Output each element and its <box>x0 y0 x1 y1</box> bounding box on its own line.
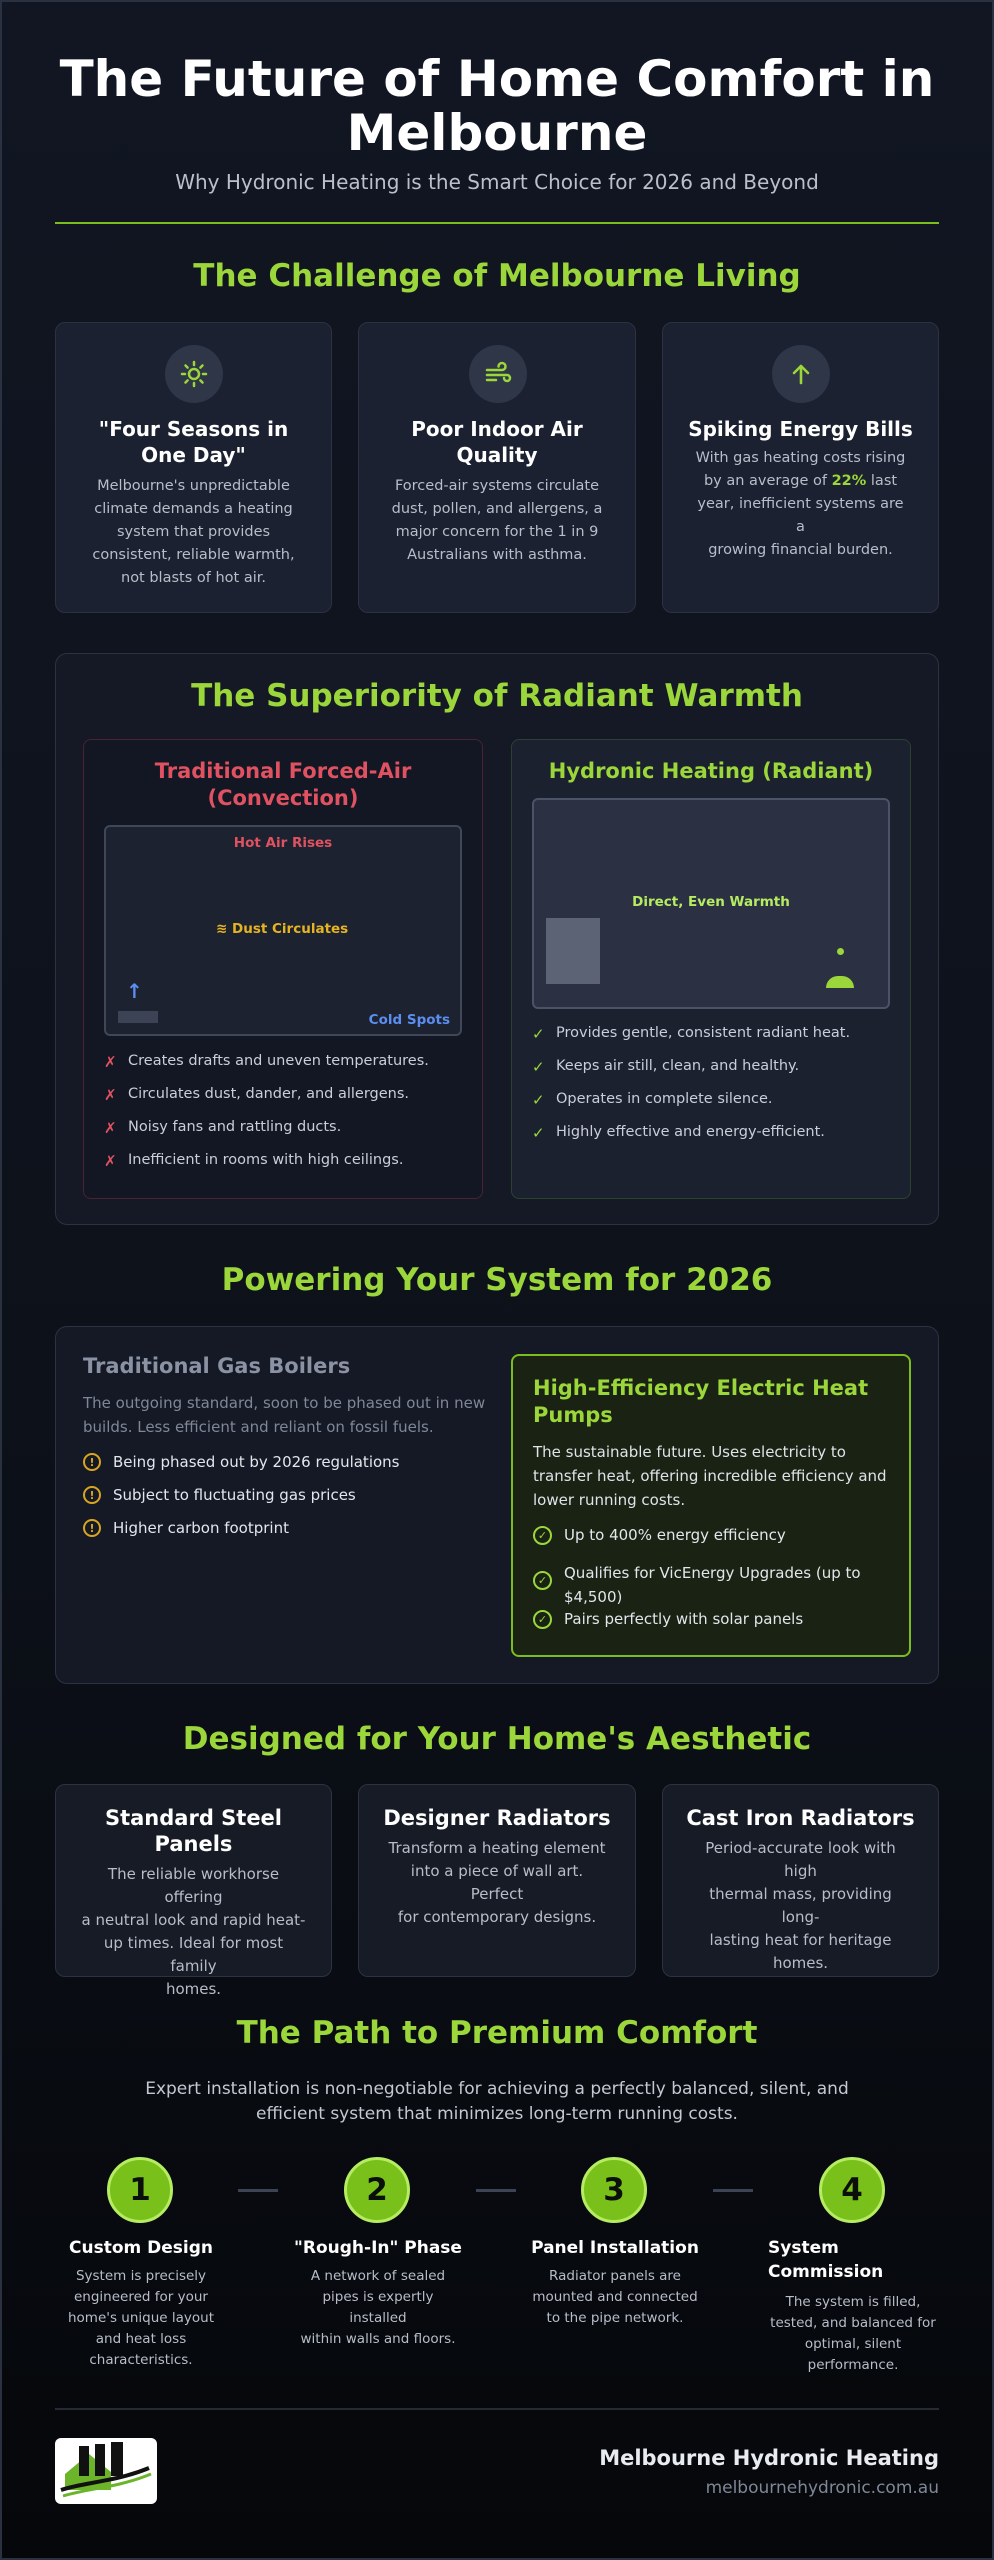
page-title-line-2: Melbourne <box>346 104 648 162</box>
intro-line: efficient system that minimizes long-term running costs. <box>256 2104 738 2124</box>
list-item <box>532 1124 900 1157</box>
list-item <box>533 1526 898 1561</box>
list-item-text: Higher carbon footprint <box>113 1519 289 1537</box>
card-text <box>81 1863 306 2001</box>
step-title-line: System <box>768 2238 839 2258</box>
check-icon: ✓ <box>532 1124 545 1142</box>
aesthetic-section-title: Designed for Your Home's Aesthetic <box>182 1721 812 1757</box>
list-item <box>104 1152 472 1185</box>
list-item-text: Subject to fluctuating gas prices <box>113 1486 356 1504</box>
gas-boilers-list <box>83 1453 399 1552</box>
step-1-number: 1 <box>107 2157 173 2223</box>
challenge-section-title: The Challenge of Melbourne Living <box>193 258 801 294</box>
challenge-card-seasons <box>55 322 332 613</box>
list-item-text-line: Qualifies for VicEnergy Upgrades (up to <box>564 1564 861 1582</box>
cast-iron-radiators-card <box>662 1784 939 1977</box>
list-item-text: Pairs perfectly with solar panels <box>564 1610 804 1628</box>
card-text-line: Melbourne's unpredictable <box>97 478 290 494</box>
card-text-line: system that provides <box>116 524 271 540</box>
wind-icon <box>469 345 527 403</box>
card-text-line: thermal mass, providing long- <box>709 1885 892 1926</box>
card-text <box>86 475 301 590</box>
card-text-line: for contemporary designs. <box>397 1908 597 1926</box>
card-text-line: growing financial burden. <box>708 542 893 558</box>
step-text-line: tested, and balanced for <box>770 2315 936 2331</box>
list-item <box>104 1053 472 1086</box>
even-warmth-label: Direct, Even Warmth <box>632 894 790 910</box>
step-text-line: System is precisely <box>75 2268 207 2284</box>
step-connector <box>238 2189 278 2192</box>
card-text-line: up times. Ideal for most family <box>103 1934 284 1975</box>
check-circle-icon: ✓ <box>533 1571 552 1590</box>
card-title: Cast Iron Radiators <box>686 1806 915 1830</box>
hydronic-column <box>511 739 911 1199</box>
card-text-line: not blasts of hot air. <box>121 570 266 586</box>
card-title-line: Standard Steel <box>104 1806 283 1830</box>
step-3-text <box>530 2266 700 2329</box>
card-text-line: into a piece of wall art. Perfect <box>410 1862 584 1903</box>
list-item-text: Circulates dust, dander, and allergens. <box>128 1086 410 1102</box>
forced-air-title <box>94 758 472 812</box>
heat-pumps-title <box>533 1375 889 1429</box>
column-title-line: (Convection) <box>207 786 359 810</box>
list-item <box>83 1519 399 1552</box>
step-text-line: Radiator panels are <box>549 2268 681 2284</box>
company-logo[interactable] <box>55 2438 157 2504</box>
step-text-line: to the pipe network. <box>546 2310 684 2326</box>
highlight-percentage: 22% <box>831 473 867 489</box>
radiator-panel <box>546 918 600 984</box>
radiant-comparison-panel <box>55 653 939 1225</box>
person-head <box>837 948 844 955</box>
step-4-title <box>768 2236 938 2284</box>
arrow-up-icon: ↑ <box>126 979 143 1003</box>
card-text-part: last <box>866 473 898 489</box>
cross-icon: ✗ <box>104 1053 117 1071</box>
card-title <box>76 416 311 468</box>
list-item <box>532 1091 900 1124</box>
card-title-line: Panels <box>154 1832 233 1856</box>
description-line: The sustainable future. Uses electricity to <box>533 1443 846 1461</box>
list-item <box>104 1119 472 1152</box>
card-title-line: One Day" <box>141 443 246 467</box>
card-text <box>384 1837 610 1929</box>
step-1-title: Custom Design <box>69 2238 213 2258</box>
card-title: Designer Radiators <box>383 1806 611 1830</box>
box-title-line: High-Efficiency Electric Heat <box>533 1376 869 1400</box>
step-connector <box>713 2189 753 2192</box>
step-text-line: optimal, silent <box>804 2336 902 2352</box>
step-text-line: within walls and floors. <box>300 2331 456 2347</box>
cross-icon: ✗ <box>104 1152 117 1170</box>
hydronic-room-diagram <box>532 798 890 1009</box>
card-title-line: Quality <box>456 443 538 467</box>
heat-pumps-box <box>511 1354 911 1657</box>
list-item-text: Noisy fans and rattling ducts. <box>128 1119 342 1135</box>
gas-boilers-title: Traditional Gas Boilers <box>83 1354 351 1378</box>
step-connector <box>476 2189 516 2192</box>
cross-icon: ✗ <box>104 1086 117 1104</box>
footer-company-name: Melbourne Hydronic Heating <box>599 2446 939 2470</box>
step-4-text <box>768 2292 938 2376</box>
list-item-text: Provides gentle, consistent radiant heat. <box>556 1025 851 1041</box>
card-title <box>379 416 615 468</box>
card-text-line: a neutral look and rapid heat- <box>81 1911 306 1929</box>
check-circle-icon: ✓ <box>533 1526 552 1545</box>
step-text-line: The system is filled, <box>785 2294 921 2310</box>
list-item <box>83 1486 399 1519</box>
card-text-line: major concern for the 1 in 9 <box>395 524 599 540</box>
card-text-line: year, inefficient systems are a <box>697 496 904 535</box>
card-title <box>71 1805 316 1857</box>
warning-icon: ! <box>83 1486 101 1504</box>
cold-spots-label: Cold Spots <box>368 1012 450 1028</box>
step-text-line: home's unique layout <box>67 2310 214 2326</box>
card-title-line: "Four Seasons in <box>98 417 289 441</box>
page-title <box>55 52 939 160</box>
card-text <box>693 447 908 562</box>
list-item-text: Being phased out by 2026 regulations <box>113 1453 400 1471</box>
list-item <box>532 1058 900 1091</box>
card-text-line: With gas heating costs rising <box>695 450 906 466</box>
list-item-text-line: $4,500) <box>564 1588 623 1606</box>
card-title: Spiking Energy Bills <box>688 417 913 441</box>
description-line: transfer heat, offering incredible efficiency and <box>533 1467 887 1485</box>
card-text-line: Transform a heating element <box>388 1839 606 1857</box>
card-text-line: Period-accurate look with high <box>705 1839 896 1880</box>
person-body <box>826 976 854 988</box>
steel-panels-card <box>55 1784 332 1998</box>
challenge-card-air-quality <box>358 322 636 613</box>
footer-divider <box>55 2408 939 2410</box>
dust-label <box>216 921 348 937</box>
card-text-line <box>693 470 908 493</box>
check-icon: ✓ <box>532 1025 545 1043</box>
step-4-number: 4 <box>819 2157 885 2223</box>
card-title-line: Poor Indoor Air <box>411 417 583 441</box>
description-line: builds. Less efficient and reliant on fossil fuels. <box>83 1418 434 1436</box>
step-2-title: "Rough-In" Phase <box>294 2238 462 2258</box>
hydronic-benefits <box>532 1025 900 1157</box>
power-comparison-panel <box>55 1326 939 1684</box>
list-item-text: Inefficient in rooms with high ceilings. <box>128 1152 404 1168</box>
dust-icon: ≋ <box>216 921 233 937</box>
step-text-line: engineered for your <box>74 2289 208 2305</box>
step-3-title: Panel Installation <box>531 2238 699 2258</box>
house-logo-icon <box>55 2438 157 2504</box>
floor-vent <box>118 1011 158 1023</box>
warning-icon: ! <box>83 1519 101 1537</box>
radiant-section-title: The Superiority of Radiant Warmth <box>191 678 803 714</box>
challenge-card-energy-bills <box>662 322 939 613</box>
power-section-title: Powering Your System for 2026 <box>221 1262 773 1298</box>
step-text-line: characteristics. <box>89 2352 193 2368</box>
list-item-text: Operates in complete silence. <box>556 1091 773 1107</box>
step-text-line: pipes is expertly installed <box>322 2289 434 2326</box>
designer-radiators-card <box>358 1784 636 1977</box>
step-text-line: mounted and connected <box>532 2289 698 2305</box>
forced-air-column <box>83 739 483 1199</box>
step-3-number: 3 <box>581 2157 647 2223</box>
page-subtitle: Why Hydronic Heating is the Smart Choice for 2026 and Beyond <box>175 170 819 194</box>
card-text-line: consistent, reliable warmth, <box>92 547 295 563</box>
card-text-line: lasting heat for heritage <box>709 1931 892 1949</box>
card-text-line: The reliable workhorse offering <box>107 1865 280 1906</box>
forced-air-room-diagram <box>104 825 462 1036</box>
card-text-line: Forced-air systems circulate <box>394 478 600 494</box>
path-section-title: The Path to Premium Comfort <box>236 2015 758 2051</box>
arrow-up-icon <box>772 345 830 403</box>
card-text-line: Australians with asthma. <box>407 547 587 563</box>
check-icon: ✓ <box>532 1058 545 1076</box>
list-item <box>104 1086 472 1119</box>
dust-label-text: Dust Circulates <box>232 921 349 937</box>
step-1-text <box>56 2266 226 2371</box>
heat-pumps-description <box>533 1440 889 1512</box>
hot-air-label: Hot Air Rises <box>233 835 333 851</box>
card-text <box>389 475 605 567</box>
sun-gear-icon <box>165 345 223 403</box>
list-item <box>83 1453 399 1486</box>
list-item-text: Creates drafts and uneven temperatures. <box>128 1053 429 1069</box>
card-text-line: climate demands a heating <box>94 501 293 517</box>
warning-icon: ! <box>83 1453 101 1471</box>
forced-air-drawbacks <box>104 1053 472 1185</box>
cross-icon: ✗ <box>104 1119 117 1137</box>
card-text-part: by an average of <box>703 473 832 489</box>
list-item-text <box>564 1561 861 1609</box>
step-2-text <box>293 2266 463 2350</box>
list-item-text: Keeps air still, clean, and healthy. <box>556 1058 800 1074</box>
description-line: The outgoing standard, soon to be phased out in new <box>83 1394 486 1412</box>
step-text-line: performance. <box>807 2357 899 2373</box>
step-text-line: A network of sealed <box>310 2268 446 2284</box>
description-line: lower running costs. <box>533 1491 686 1509</box>
hydronic-title: Hydronic Heating (Radiant) <box>548 759 874 783</box>
page-title-line-1: The Future of Home Comfort in <box>59 50 935 108</box>
intro-line: Expert installation is non-negotiable for achieving a perfectly balanced, silent, and <box>145 2079 849 2099</box>
list-item <box>533 1561 898 1606</box>
list-item <box>533 1610 898 1645</box>
box-title-line: Pumps <box>533 1403 613 1427</box>
step-2-number: 2 <box>344 2157 410 2223</box>
path-intro <box>55 2077 939 2127</box>
column-title-line: Traditional Forced-Air <box>154 759 412 783</box>
heat-pumps-list <box>533 1526 898 1645</box>
card-text-line: homes. <box>165 1980 222 1998</box>
list-item <box>532 1025 900 1058</box>
footer-website-link[interactable]: melbournehydronic.com.au <box>705 2478 939 2498</box>
check-icon: ✓ <box>532 1091 545 1109</box>
list-item-text: Highly effective and energy-efficient. <box>556 1124 825 1140</box>
card-text-line: homes. <box>772 1954 829 1972</box>
step-title-line: Commission <box>768 2262 884 2282</box>
card-text <box>688 1837 913 1975</box>
header-divider <box>55 222 939 224</box>
step-text-line: and heat loss <box>95 2331 187 2347</box>
gas-boilers-description <box>83 1391 493 1439</box>
card-text-line: dust, pollen, and allergens, a <box>391 501 603 517</box>
list-item-text: Up to 400% energy efficiency <box>564 1526 786 1544</box>
check-circle-icon: ✓ <box>533 1610 552 1629</box>
